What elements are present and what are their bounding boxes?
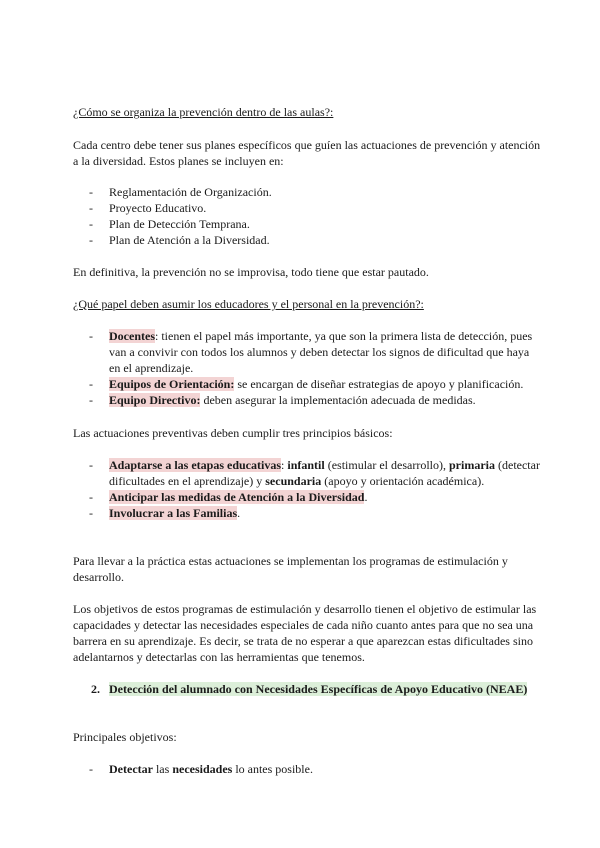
paragraph-programs: Para llevar a la práctica estas actuaciones se implementan los programas de estimulación y desarrollo. bbox=[73, 554, 508, 584]
paragraph-main-objectives: Principales objetivos: bbox=[73, 730, 177, 744]
plans-list bbox=[73, 184, 543, 248]
objectives-list bbox=[73, 761, 543, 777]
list-item: - Proyecto Educativo. bbox=[89, 201, 207, 215]
paragraph-principles: Las actuaciones preventivas deben cumplir tres principios básicos: bbox=[73, 426, 393, 440]
list-item: - Plan de Detección Temprana. bbox=[89, 217, 250, 231]
section-heading-text: Detección del alumnado con Necesidades Específicas de Apoyo Educativo (NEAE) bbox=[109, 682, 528, 696]
list-item-anticipar: - Anticipar las medidas de Atención a la Diversidad. bbox=[89, 490, 368, 504]
section-heading: 2. Detección del alumnado con Necesidades Específicas de Apoyo Educativo (NEAE) bbox=[91, 682, 528, 696]
question-organization: ¿Cómo se organiza la prevención dentro de las aulas?: bbox=[73, 105, 334, 119]
paragraph-plans: Cada centro debe tener sus planes específicos que guíen las actuaciones de prevención y atención a la diversidad. Estos planes se incluyen en: bbox=[73, 138, 541, 168]
question-roles: ¿Qué papel deben asumir los educadores y el personal en la prevención?: bbox=[73, 297, 424, 311]
list-item-directivo: - Equipo Directivo: deben asegurar la implementación adecuada de medidas. bbox=[89, 393, 476, 407]
list-item-detectar: - Detectar las necesidades lo antes posible. bbox=[89, 762, 313, 776]
paragraph-summary: En definitiva, la prevención no se improvisa, todo tiene que estar pautado. bbox=[73, 265, 429, 279]
list-item: - Plan de Atención a la Diversidad. bbox=[89, 233, 270, 247]
paragraph-objectives: Los objetivos de estos programas de estimulación y desarrollo tienen el objetivo de estimular las capacidades y detectar las necesidades especiales de cada niño cuanto antes para que no sea una barrera en su aprendizaje. Es decir, se trata de no esperar a que aparezcan estas dificultades sino adelantarnos y detectarlas con las herramientas que tenemos. bbox=[73, 602, 537, 664]
list-item-familias: - Involucrar a las Familias. bbox=[89, 506, 241, 520]
list-item-adaptarse: - Adaptarse a las etapas educativas: infantil (estimular el desarrollo), primaria (detectar dificultades en el aprendizaje) y secundaria (apoyo y orientación académica). bbox=[89, 458, 540, 488]
list-item-orientacion: - Equipos de Orientación: se encargan de diseñar estrategias de apoyo y planificación. bbox=[89, 377, 524, 391]
list-item: - Reglamentación de Organización. bbox=[89, 185, 272, 199]
roles-list bbox=[73, 328, 543, 408]
principles-list bbox=[73, 457, 543, 521]
list-item-docentes: - Docentes: tienen el papel más importante, ya que son la primera lista de detección, pues van a convivir con todos los alumnos y deben detectar los signos de dificultad que haya en el aprendizaje. bbox=[89, 329, 533, 375]
